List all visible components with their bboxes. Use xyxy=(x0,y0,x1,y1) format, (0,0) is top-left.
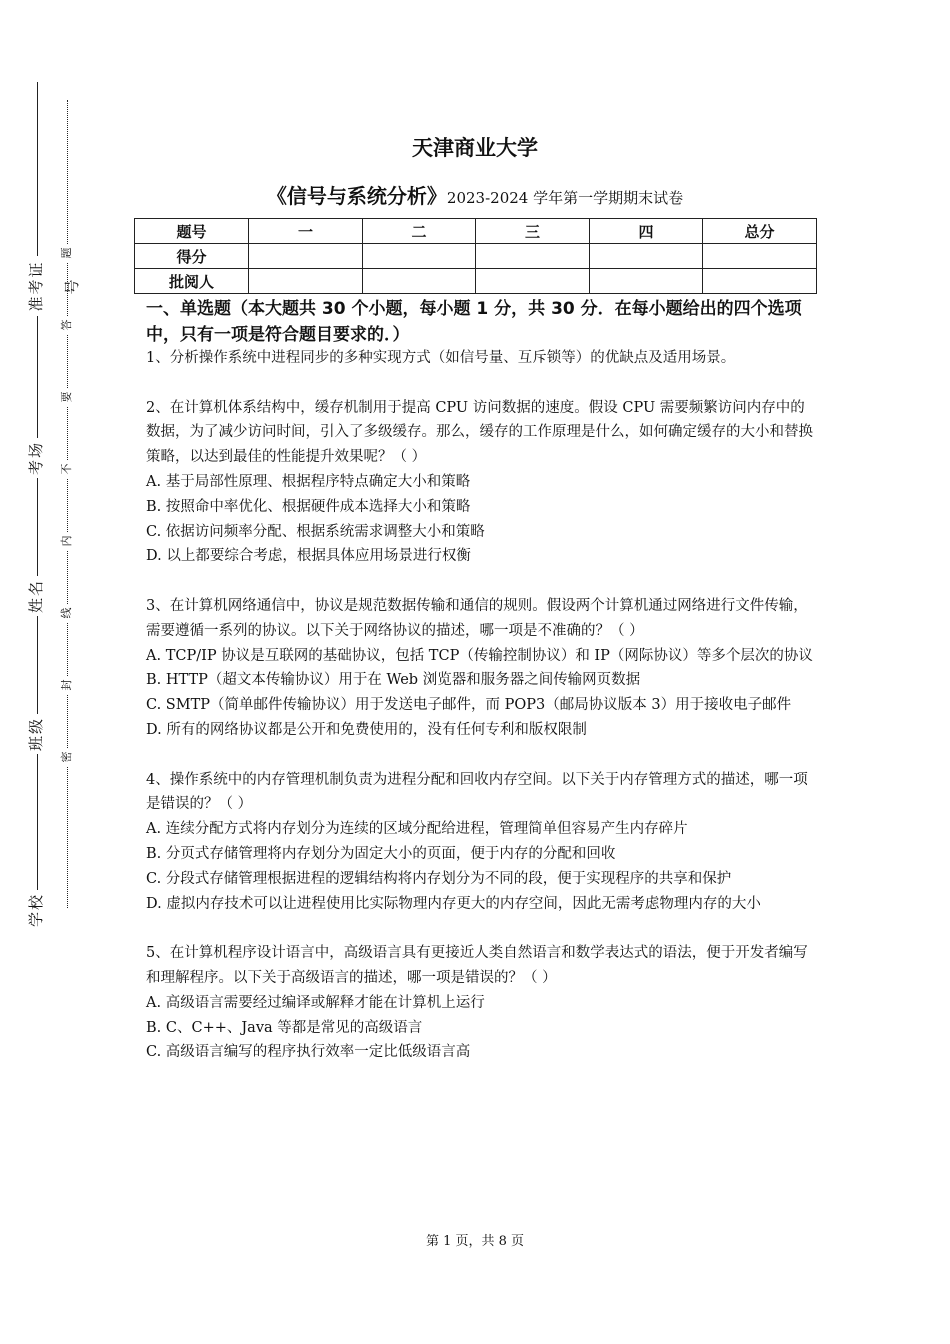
header-cell: 总分 xyxy=(703,219,817,244)
option: B. 按照命中率优化、根据硬件成本选择大小和策略 xyxy=(146,498,471,515)
question xyxy=(146,594,814,743)
seal-char: 线 xyxy=(58,604,76,622)
score-cell xyxy=(363,244,476,269)
header-cell: 二 xyxy=(363,219,476,244)
question-stem: 5、在计算机程序设计语言中，高级语言具有更接近人类自然语言和数学表达式的语法，便于开发者编写和理解程序。以下关于高级语言的描述，哪一项是错误的？（ ） xyxy=(146,945,808,986)
field-name: 姓名 xyxy=(18,576,54,616)
grader-cell xyxy=(590,269,703,294)
score-cell xyxy=(703,244,817,269)
question xyxy=(146,941,814,1065)
grader-cell xyxy=(249,269,363,294)
grader-cell xyxy=(703,269,817,294)
option: C. 依据访问频率分配、根据系统需求调整大小和策略 xyxy=(146,523,485,540)
question xyxy=(146,768,814,917)
score-cell xyxy=(249,244,363,269)
question-stem: 4、操作系统中的内存管理机制负责为进程分配和回收内存空间。以下关于内存管理方式的描述，哪一项是错误的？（ ） xyxy=(146,771,808,813)
option: C. 分段式存储管理根据进程的逻辑结构将内存划分为不同的段，便于实现程序的共享和保护 xyxy=(146,870,732,887)
seal-char: 密 xyxy=(58,748,76,766)
field-class: 班级 xyxy=(18,714,54,754)
option: D. 所有的网络协议都是公开和免费使用的，没有任何专利和版权限制 xyxy=(146,721,587,738)
question-list xyxy=(146,346,814,1065)
field-school: 学校 xyxy=(18,890,54,930)
page-number: 第 1 页，共 8 页 xyxy=(425,1234,525,1249)
score-row xyxy=(135,244,817,269)
question-stem: 2、在计算机体系结构中，缓存机制用于提高 CPU 访问数据的速度。假设 CPU 需要频繁访问内存中的数据，为了减少访问时间，引入了多级缓存。那么，缓存的工作原理是什么，如何确定缓存的大小和替换策略，以达到最佳的性能提升效果呢？（ ） xyxy=(146,399,813,466)
field-exam-room: 考场 xyxy=(18,438,54,478)
option: A. 基于局部性原理、根据程序特点确定大小和策略 xyxy=(146,473,471,490)
option: D. 虚拟内存技术可以让进程使用比实际物理内存更大的内存空间，因此无需考虑物理内存的大小 xyxy=(146,895,761,912)
seal-char: 内 xyxy=(58,532,76,550)
question xyxy=(146,346,814,371)
option: C. 高级语言编写的程序执行效率一定比低级语言高 xyxy=(146,1044,471,1061)
header-cell: 一 xyxy=(249,219,363,244)
score-table-header-row xyxy=(135,219,817,244)
grader-row xyxy=(135,269,817,294)
option: C. SMTP（简单邮件传输协议）用于发送电子邮件，而 POP3（邮局协议版本 3）用于接收电子邮件 xyxy=(146,697,792,714)
header-cell: 三 xyxy=(476,219,590,244)
score-cell xyxy=(476,244,590,269)
question-stem: 3、在计算机网络通信中，协议是规范数据传输和通信的规则。假设两个计算机通过网络进行文件传输，需要遵循一系列的协议。以下关于网络协议的描述，哪一项是不准确的？（ ） xyxy=(146,597,808,639)
exam-title xyxy=(0,180,950,209)
seal-char: 题 xyxy=(58,244,76,262)
section-heading: 一、单选题（本大题共 30 个小题，每小题 1 分，共 30 分．在每小题给出的四个选项中，只有一项是符合题目要求的．） xyxy=(146,299,802,345)
seal-char: 要 xyxy=(58,388,76,406)
question xyxy=(146,396,814,570)
option: B. C、C++、Java 等都是常见的高级语言 xyxy=(146,1019,423,1036)
course-name: 《信号与系统分析》 xyxy=(266,184,447,208)
school-name: 天津商业大学 xyxy=(412,136,538,160)
score-table xyxy=(134,218,817,294)
seal-dotted-line xyxy=(67,100,68,908)
option: A. TCP/IP 协议是互联网的基础协议，包括 TCP（传输控制协议）和 IP（网际协议）等多个层次的协议 xyxy=(146,647,813,664)
seal-char: 不 xyxy=(58,460,76,478)
field-exam-number: 准考证号 xyxy=(18,256,54,316)
seal-char: 封 xyxy=(58,676,76,694)
grader-cell xyxy=(363,269,476,294)
option: A. 连续分配方式将内存划分为连续的区域分配给进程，管理简单但容易产生内存碎片 xyxy=(146,821,688,838)
row-label: 批阅人 xyxy=(135,269,249,294)
header-cell: 题号 xyxy=(135,219,249,244)
seal-char: 答 xyxy=(58,316,76,334)
row-label: 得分 xyxy=(135,244,249,269)
option: A. 高级语言需要经过编译或解释才能在计算机上运行 xyxy=(146,994,485,1011)
question-stem: 1、分析操作系统中进程同步的多种实现方式（如信号量、互斥锁等）的优缺点及适用场景。 xyxy=(146,350,736,366)
option: B. 分页式存储管理将内存划分为固定大小的页面，便于内存的分配和回收 xyxy=(146,845,616,862)
option: D. 以上都要综合考虑，根据具体应用场景进行权衡 xyxy=(146,548,471,565)
exam-term: 2023-2024 学年第一学期期末试卷 xyxy=(446,189,684,207)
grader-cell xyxy=(476,269,590,294)
header-cell: 四 xyxy=(590,219,703,244)
score-cell xyxy=(590,244,703,269)
option: B. HTTP（超文本传输协议）用于在 Web 浏览器和服务器之间传输网页数据 xyxy=(146,672,641,689)
